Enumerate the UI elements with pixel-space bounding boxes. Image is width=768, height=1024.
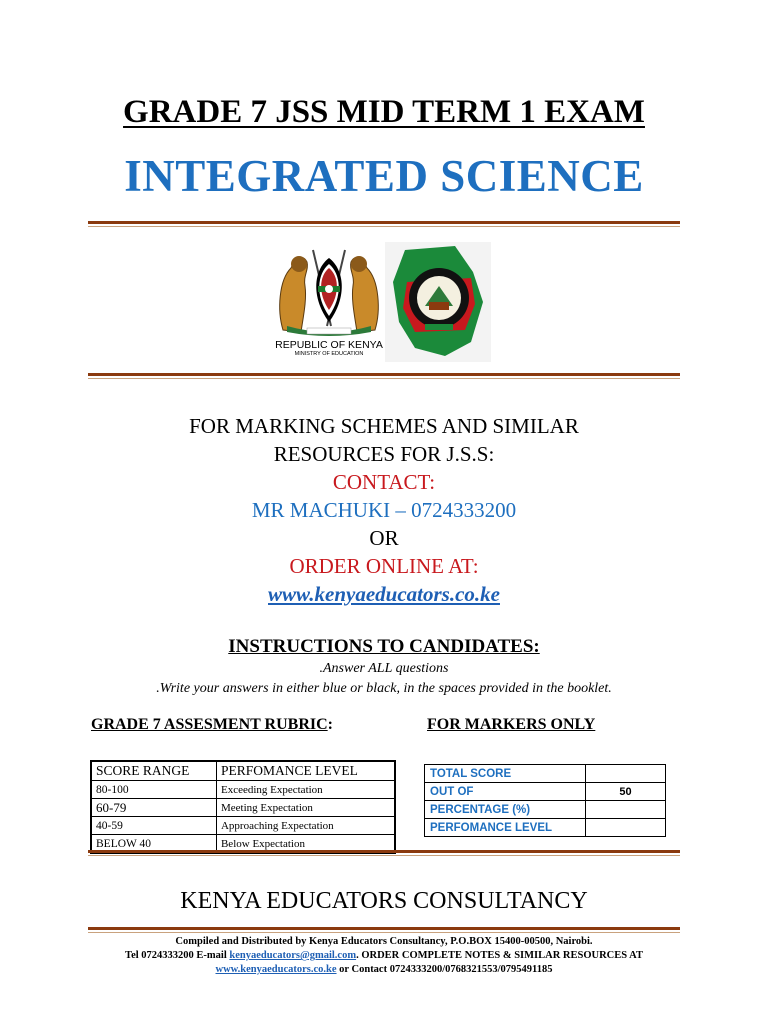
score-range-cell: BELOW 40 (91, 835, 216, 854)
divider-middle (88, 373, 680, 379)
performance-level-cell: Meeting Expectation (216, 799, 395, 817)
subject-title: INTEGRATED SCIENCE (124, 151, 644, 201)
markers-value-cell[interactable] (586, 801, 666, 819)
footer-line-3 (0, 963, 768, 977)
column-header-performance-level: PERFOMANCE LEVEL (216, 761, 395, 781)
performance-level-cell: Approaching Expectation (216, 817, 395, 835)
kenya-educators-publishers-logo-icon (385, 242, 491, 362)
score-range-cell: 80-100 (91, 781, 216, 799)
rubric-table (90, 760, 396, 854)
table-row (425, 783, 666, 801)
table-row (91, 799, 395, 817)
footer-line-1: Compiled and Distributed by Kenya Educators Consultancy, P.O.BOX 15400-00500, Nairobi. (175, 936, 593, 947)
contact-person: MR MACHUKI – 0724333200 (251, 498, 517, 522)
performance-level-cell: Exceeding Expectation (216, 781, 395, 799)
footer-website-link[interactable]: www.kenyaeducators.co.ke (215, 964, 337, 975)
table-row (91, 817, 395, 835)
promo-line-1: FOR MARKING SCHEMES AND SIMILAR (189, 414, 579, 438)
table-row (91, 781, 395, 799)
kenya-coat-of-arms-icon (273, 240, 385, 340)
divider-lower (88, 850, 680, 856)
footer-tel-text: Tel 0724333200 E-mail (125, 950, 227, 961)
table-header-row (91, 761, 395, 781)
markers-table (424, 764, 666, 837)
footer-email-link[interactable]: kenyaeducators@gmail.com (229, 950, 357, 961)
score-range-cell: 40-59 (91, 817, 216, 835)
column-header-score-range: SCORE RANGE (91, 761, 216, 781)
markers-label-cell: OUT OF (425, 783, 586, 801)
footer-order-text: . ORDER COMPLETE NOTES & SIMILAR RESOURCES AT (356, 950, 643, 961)
coat-of-arms-caption (275, 339, 383, 358)
markers-value-cell[interactable] (586, 765, 666, 783)
markers-value-cell[interactable] (586, 819, 666, 837)
markers-value-cell: 50 (586, 783, 666, 801)
promo-line-2: RESOURCES FOR J.S.S: (273, 442, 495, 466)
markers-heading: FOR MARKERS ONLY (427, 716, 596, 733)
markers-label-cell: TOTAL SCORE (425, 765, 586, 783)
org-name: KENYA EDUCATORS CONSULTANCY (180, 888, 588, 914)
order-online-label: ORDER ONLINE AT: (289, 554, 479, 578)
table-row (425, 819, 666, 837)
score-range-cell: 60-79 (91, 799, 216, 817)
coat-caption-main: REPUBLIC OF KENYA (275, 339, 383, 351)
footer-line-2 (0, 949, 768, 963)
promo-or: OR (369, 526, 399, 550)
performance-level-cell: Below Expectation (216, 835, 395, 854)
exam-title: GRADE 7 JSS MID TERM 1 EXAM (123, 94, 645, 130)
instruction-item: .Write your answers in either blue or black, in the spaces provided in the booklet. (156, 681, 612, 696)
instructions-heading: INSTRUCTIONS TO CANDIDATES: (228, 636, 540, 657)
divider-footer (88, 927, 680, 933)
markers-label-cell: PERCENTAGE (%) (425, 801, 586, 819)
logos-block (273, 240, 493, 365)
promo-website-line (0, 581, 768, 607)
divider-top (88, 221, 680, 227)
coat-caption-sub: MINISTRY OF EDUCATION (294, 351, 364, 357)
rubric-heading: GRADE 7 ASSESMENT RUBRIC: (91, 716, 333, 733)
table-row (425, 801, 666, 819)
footer-contact-text: or Contact 0724333200/0768321553/0795491185 (339, 964, 553, 975)
contact-label: CONTACT: (332, 470, 436, 494)
markers-label-cell: PERFOMANCE LEVEL (425, 819, 586, 837)
table-row (425, 765, 666, 783)
instruction-item: .Answer ALL questions (319, 661, 449, 676)
promo-website-link[interactable]: www.kenyaeducators.co.ke (268, 582, 500, 606)
